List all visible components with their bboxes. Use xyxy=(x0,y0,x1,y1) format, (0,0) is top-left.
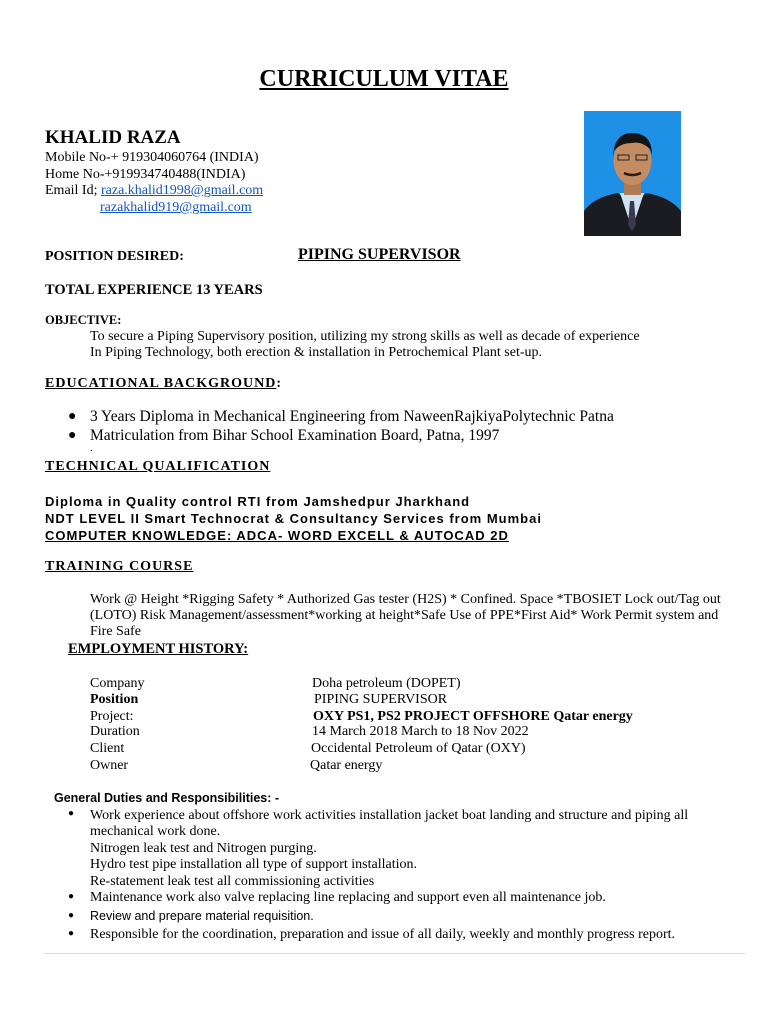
duty-item-4: Responsible for the coordination, preparation and issue of all daily, weekly and monthly progress report. xyxy=(90,927,675,942)
employment-label: Position xyxy=(90,692,139,707)
technical-line-3: COMPUTER KNOWLEDGE: ADCA- WORD EXCELL & AUTOCAD 2D xyxy=(45,528,509,543)
bullet-icon: ● xyxy=(68,928,75,939)
employment-label: Duration xyxy=(90,724,140,739)
page-divider xyxy=(44,953,746,954)
technical-line-1: Diploma in Quality control RTI from Jamshedpur Jharkhand xyxy=(45,494,471,509)
trailing-dot: . xyxy=(90,442,93,454)
duty-item-1-line-4: Hydro test pipe installation all type of support installation. xyxy=(90,857,418,872)
email-link-primary[interactable]: raza.khalid1998@gmail.com xyxy=(101,183,264,198)
bullet-icon: ● xyxy=(68,428,77,443)
employment-value: Qatar energy xyxy=(310,758,383,773)
education-heading: EDUCATIONAL BACKGROUND xyxy=(45,376,277,391)
education-item-2: Matriculation from Bihar School Examination Board, Patna, 1997 xyxy=(90,427,500,444)
email-link-secondary[interactable]: razakhalid919@gmail.com xyxy=(100,200,252,215)
employment-label: Owner xyxy=(90,758,129,773)
bullet-icon: ● xyxy=(68,808,75,819)
email-line-2 xyxy=(100,200,252,216)
bullet-icon: ● xyxy=(68,910,75,921)
position-label: POSITION DESIRED: xyxy=(45,249,184,264)
duty-item-2: Maintenance work also valve replacing line replacing and support even all maintenance job. xyxy=(90,890,606,905)
profile-photo xyxy=(584,111,681,236)
duty-item-1-line-2: mechanical work done. xyxy=(90,824,221,839)
employment-value: Occidental Petroleum of Qatar (OXY) xyxy=(311,741,526,756)
duty-item-1-line-1: Work experience about offshore work activities installation jacket boat landing and structure and piping all xyxy=(90,808,689,823)
employment-value: Doha petroleum (DOPET) xyxy=(312,676,461,691)
candidate-name: KHALID RAZA xyxy=(45,127,181,148)
education-colon: : xyxy=(276,376,283,391)
objective-line-1: To secure a Piping Supervisory position, utilizing my strong skills as well as decade of experience xyxy=(90,329,640,344)
training-heading: TRAINING COURSE xyxy=(45,559,194,574)
employment-value: PIPING SUPERVISOR xyxy=(314,692,448,707)
bullet-icon: ● xyxy=(68,409,77,424)
training-line-2: (LOTO) Risk Management/assessment*working at height*Safe Use of PPE*First Aid* Work Permit system and xyxy=(90,608,719,623)
technical-line-2: NDT LEVEL II Smart Technocrat & Consultancy Services from Mumbai xyxy=(45,511,542,526)
employment-label: Company xyxy=(90,676,145,691)
duty-item-1-line-3: Nitrogen leak test and Nitrogen purging. xyxy=(90,841,317,856)
home-number: Home No-+919934740488(INDIA) xyxy=(45,167,246,182)
position-value: PIPING SUPERVISOR xyxy=(298,246,461,263)
training-line-1: Work @ Height *Rigging Safety * Authorized Gas tester (H2S) * Confined. Space *TBOSIET Lock out/Tag out xyxy=(90,592,721,607)
bullet-icon: ● xyxy=(68,891,75,902)
employment-value: OXY PS1, PS2 PROJECT OFFSHORE Qatar energy xyxy=(313,709,633,724)
duty-item-1-line-5: Re-statement leak test all commissioning activities xyxy=(90,874,375,889)
objective-heading: OBJECTIVE: xyxy=(45,313,122,327)
employment-value: 14 March 2018 March to 18 Nov 2022 xyxy=(312,724,529,739)
technical-heading: TECHNICAL QUALIFICATION xyxy=(45,459,271,474)
duties-heading: General Duties and Responsibilities: - xyxy=(54,791,280,805)
duty-item-3: Review and prepare material requisition. xyxy=(90,909,314,923)
employment-heading: EMPLOYMENT HISTORY: xyxy=(68,641,249,657)
email-label: Email Id; xyxy=(45,183,101,198)
total-experience: TOTAL EXPERIENCE 13 YEARS xyxy=(45,282,263,298)
email-line xyxy=(45,183,263,199)
employment-label: Client xyxy=(90,741,125,756)
mobile-number: Mobile No-+ 919304060764 (INDIA) xyxy=(45,150,259,165)
training-line-3: Fire Safe xyxy=(90,624,141,639)
document-title: CURRICULUM VITAE xyxy=(259,66,509,92)
employment-label: Project: xyxy=(90,709,134,724)
objective-line-2: In Piping Technology, both erection & installation in Petrochemical Plant set-up. xyxy=(90,345,542,360)
education-item-1: 3 Years Diploma in Mechanical Engineering from NaweenRajkiyaPolytechnic Patna xyxy=(90,408,614,425)
education-heading-wrap xyxy=(45,376,282,392)
